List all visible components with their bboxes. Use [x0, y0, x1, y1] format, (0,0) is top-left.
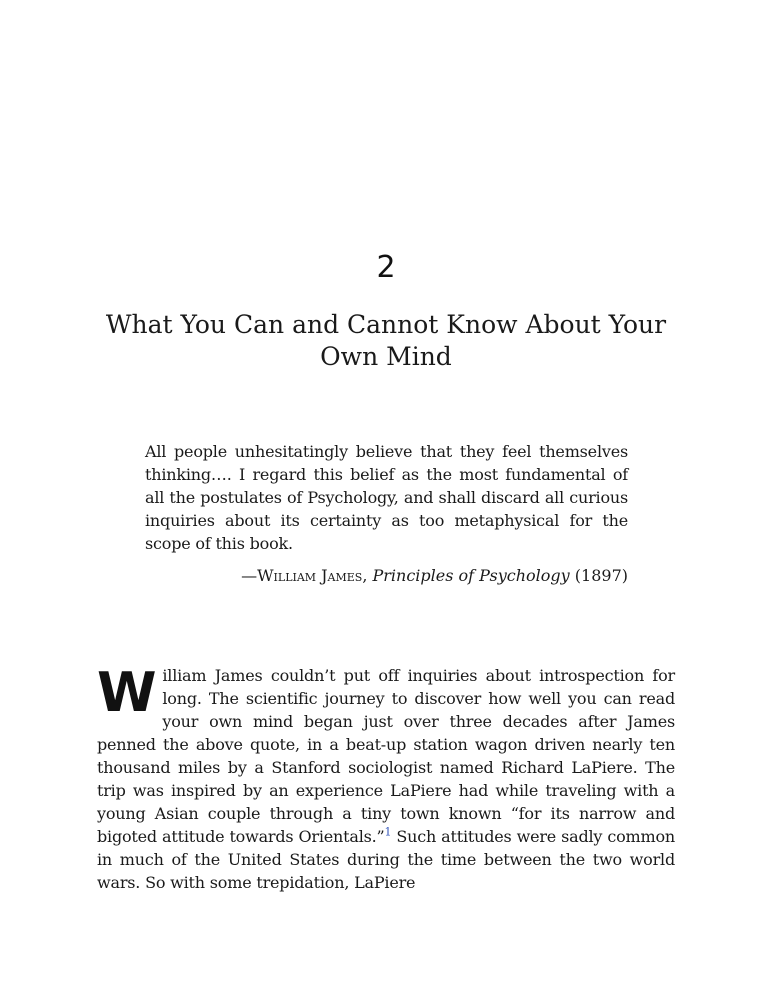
chapter-number: 2 — [376, 250, 396, 285]
attribution-author: William James — [257, 566, 363, 585]
footnote-reference-link[interactable]: 1 — [384, 825, 392, 839]
attribution-work-title: Principles of Psychology — [372, 566, 570, 585]
epigraph-quote: All people unhesitatingly believe that they feel themselves thinking…. I regard this belief as the most fundamental of all the postulates of Psychology, and shall discard all curious inquiries about its certainty as too metaphysical for the scope of this book. — [145, 442, 628, 553]
body-paragraph — [97, 661, 675, 894]
epigraph-attribution — [145, 564, 628, 587]
drop-cap: W — [97, 661, 157, 724]
attribution-year: (1897) — [569, 566, 628, 585]
chapter-title: What You Can and Cannot Know About Your Own Mind — [105, 310, 667, 371]
body-text-part-1: illiam James couldn’t put off inquiries about introspection for long. The scientific journey to discover how well you can read your own mind began just over three decades after James penned the above quote, in a beat-up station wagon driven nearly ten thousand miles by a Stanford sociologist named Richard LaPiere. The trip was inspired by an experience LaPiere had while traveling with a young Asian couple through a tiny town known “for its narrow and bigoted attitude towards Orientals.” — [97, 666, 675, 846]
body-text-part-2: Such attitudes were sadly common in much of the United States during the time between the two world wars. So with some trepidation, LaPiere — [97, 827, 675, 892]
attribution-dash: — — [241, 566, 258, 585]
attribution-separator: , — [362, 566, 373, 585]
